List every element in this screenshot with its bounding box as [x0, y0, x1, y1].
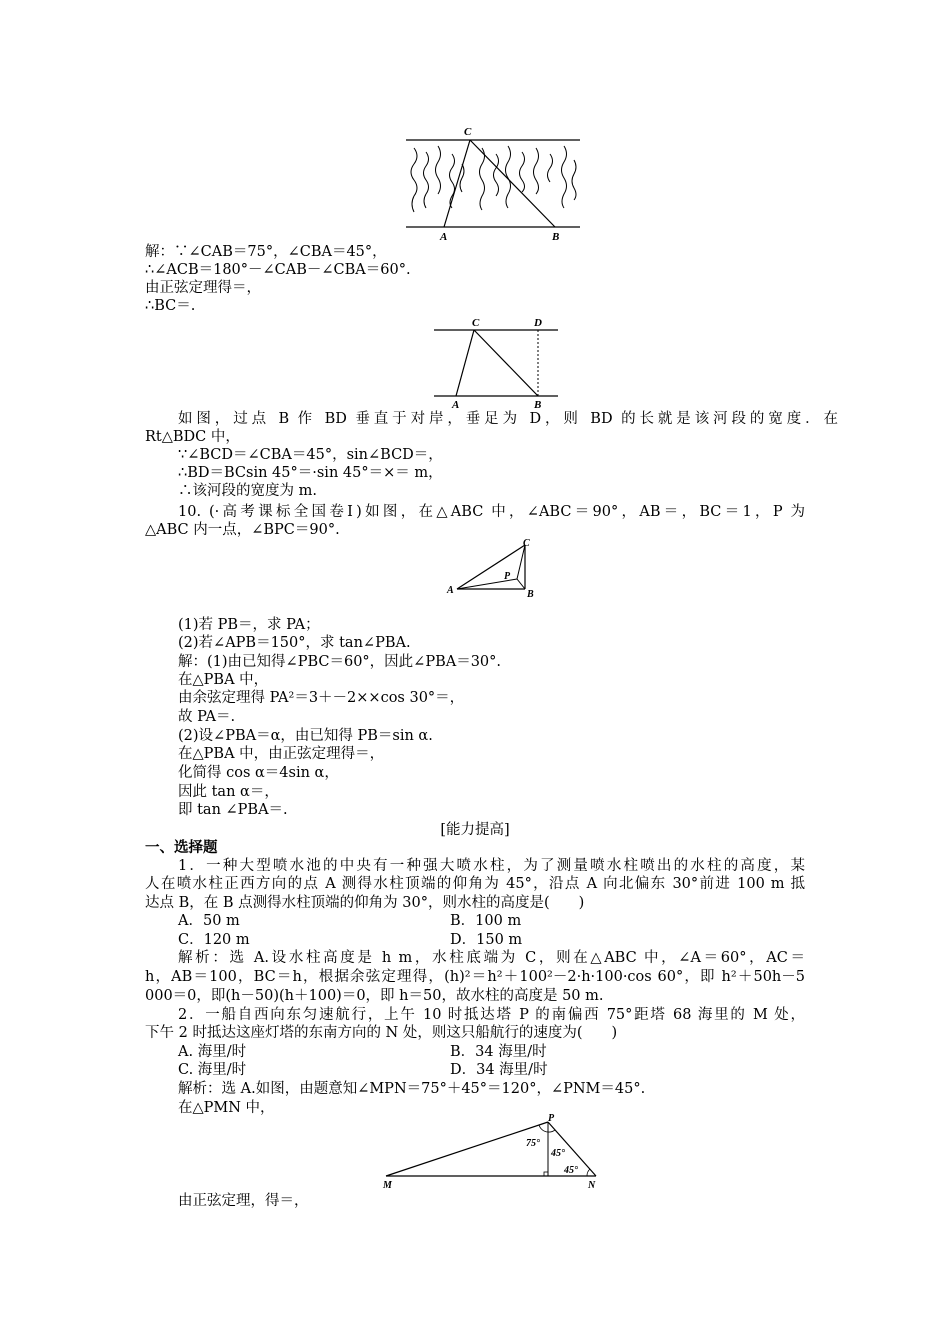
- text-line: 由正弦定理，得＝，: [178, 1193, 309, 1209]
- figure-triangle-abc: [445, 537, 540, 601]
- option-d: D．34 海里/时: [450, 1062, 548, 1078]
- text-line: 因此 tan α＝，: [178, 784, 279, 800]
- solution-1: 解析：选 A.设水柱高度是 h m，水柱底端为 C，则在△ABC 中，∠A＝60°，AC＝: [178, 950, 805, 966]
- text-line: (1)若 PB＝，求 PA；: [178, 617, 320, 633]
- text-line: (2)若∠APB＝150°，求 tan∠PBA.: [178, 635, 411, 651]
- text-line: 000＝0，即(h－50)(h＋100)＝0，即 h＝50，故水柱的高度是 50 m.: [145, 988, 604, 1004]
- label-m: M: [383, 1180, 392, 1191]
- option-b: B．34 海里/时: [450, 1044, 547, 1060]
- option-a: A．50 m: [178, 913, 240, 929]
- text-line: 人在喷水柱正西方向的点 A 测得水柱顶端的仰角为 45°，沿点 A 向北偏东 30°前进 100 m 抵: [145, 876, 805, 892]
- text-line: ∵∠BCD＝∠CBA＝45°，sin∠BCD＝，: [178, 447, 443, 463]
- figure-triangle-pmn: [378, 1112, 603, 1192]
- label-d: D: [534, 317, 542, 329]
- text-line: 在△PBA 中，由正弦定理得＝，: [178, 746, 385, 762]
- label-p: P: [504, 571, 511, 582]
- text-line: (2)设∠PBA＝α，由已知得 PB＝sin α.: [178, 728, 433, 744]
- question-1: 1．一种大型喷水池的中央有一种强大喷水柱，为了测量喷水柱喷出的水柱的高度，某: [178, 858, 805, 874]
- text-line: 如图，过点 B 作 BD 垂直于对岸，垂足为 D，则 BD 的长就是该河段的宽度．在: [178, 411, 838, 427]
- figure-river-width: [430, 314, 560, 410]
- question-2: 2．一船自西向东匀速航行，上午 10 时抵达塔 P 的南偏西 75°距塔 68 海里的 M 处，: [178, 1007, 805, 1023]
- text-line: 在△PMN 中，: [178, 1100, 275, 1116]
- label-b: B: [534, 399, 542, 410]
- text-line: 即 tan ∠PBA＝.: [178, 802, 288, 818]
- option-c: C. 海里/时: [178, 1062, 247, 1078]
- section-heading: [能力提高]: [440, 822, 510, 838]
- text-line: 解：(1)由已知得∠PBC＝60°，因此∠PBA＝30°.: [178, 654, 502, 670]
- label-b: B: [552, 231, 560, 242]
- label-p: P: [548, 1113, 555, 1124]
- option-a: A. 海里/时: [178, 1044, 247, 1060]
- label-b: B: [527, 589, 534, 600]
- text-line: ∴BC＝.: [145, 298, 196, 314]
- label-a: A: [447, 585, 454, 596]
- text-line: 解：∵∠CAB＝75°，∠CBA＝45°，: [145, 244, 387, 260]
- text-line: 达点 B，在 B 点测得水柱顶端的仰角为 30°，则水柱的高度是( ): [145, 895, 585, 911]
- option-c: C．120 m: [178, 932, 250, 948]
- text-line: 在△PBA 中，: [178, 672, 269, 688]
- figure-river-crossing: [400, 124, 585, 242]
- angle-45-bottom: 45°: [564, 1165, 578, 1176]
- option-d: D．150 m: [450, 932, 523, 948]
- label-n: N: [588, 1180, 596, 1191]
- angle-75: 75°: [526, 1138, 540, 1149]
- text-line: 故 PA＝.: [178, 709, 236, 725]
- label-c: C: [464, 126, 472, 138]
- angle-45-top: 45°: [551, 1148, 565, 1159]
- text-line: 由余弦定理得 PA²＝3＋－2××cos 30°＝，: [178, 690, 465, 706]
- text-line: ∴该河段的宽度为 m.: [178, 483, 317, 499]
- label-c: C: [523, 538, 530, 549]
- text-line: Rt△BDC 中，: [145, 429, 240, 445]
- text-line: 由正弦定理得＝，: [145, 280, 261, 296]
- label-c: C: [472, 317, 480, 329]
- label-a: A: [440, 231, 448, 242]
- label-a: A: [452, 399, 460, 410]
- problem-10: 10. (·高考课标全国卷Ⅰ)如图，在△ABC 中，∠ABC＝90°，AB＝，BC＝1，P 为: [178, 504, 805, 520]
- text-line: h，AB＝100，BC＝h，根据余弦定理得，(h)²＝h²＋100²－2·h·100·cos 60°，即 h²＋50h－5: [145, 969, 805, 985]
- text-line: 下午 2 时抵达这座灯塔的东南方向的 N 处，则这只船航行的速度为( ): [145, 1025, 618, 1041]
- text-line: ∴∠ACB＝180°－∠CAB－∠CBA＝60°.: [145, 262, 411, 278]
- subsection-heading: 一、选择题: [145, 839, 218, 856]
- text-line: △ABC 内一点，∠BPC＝90°.: [145, 522, 340, 538]
- text-line: 化简得 cos α＝4sin α，: [178, 765, 339, 781]
- option-b: B．100 m: [450, 913, 522, 929]
- text-line: ∴BD＝BCsin 45°＝·sin 45°＝×＝ m，: [178, 465, 443, 481]
- solution-2: 解析：选 A.如图，由题意知∠MPN＝75°＋45°＝120°，∠PNM＝45°.: [178, 1081, 646, 1097]
